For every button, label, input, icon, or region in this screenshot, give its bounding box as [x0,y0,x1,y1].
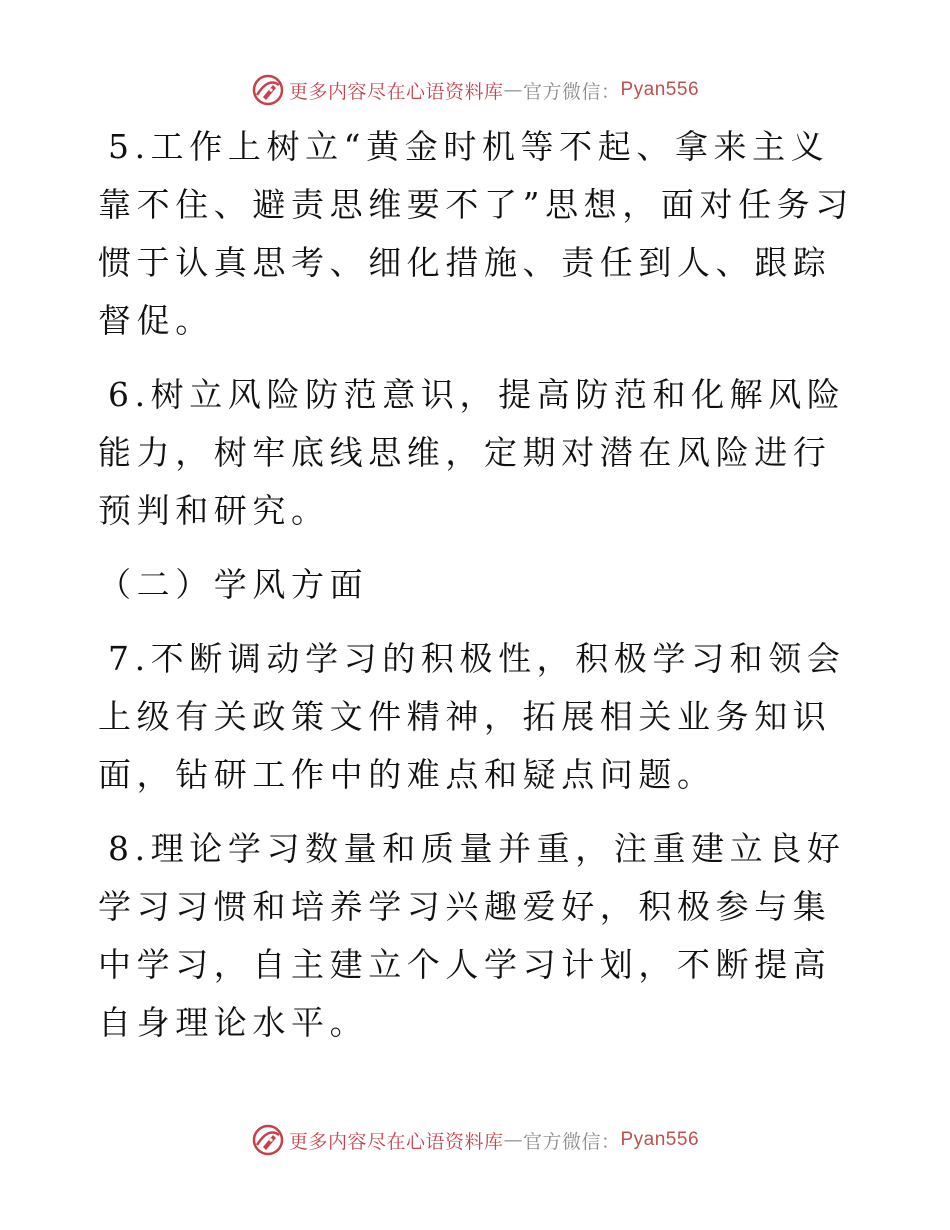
watermark-dash: — [503,79,523,101]
watermark-site-text: 更多内容尽在心语资料库 [288,80,504,103]
paragraph-7: 7.不断调动学习的积极性，积极学习和领会上级有关政策文件精神，拓展相关业务知识面，钻研工作中的难点和疑点问题。 [98,639,846,794]
watermark-dash: — [503,1129,523,1151]
paragraph-8: 8.理论学习数量和质量并重，注重建立良好学习习惯和培养学习兴趣爱好，积极参与集中学习，自主建立个人学习计划，不断提高自身理论水平。 [98,829,846,1042]
watermark-official-text: 官方微信： [522,1130,621,1153]
paragraph-6: 6.树立风险防范意识，提高防范和化解风险能力，树牢底线思维，定期对潜在风险进行预判和研究。 [98,375,846,530]
watermark-site-text: 更多内容尽在心语资料库 [288,1130,504,1153]
section-heading-study-style: （二）学风方面 [98,565,369,604]
bottom-watermark [0,1120,950,1160]
pen-nib-logo-icon [251,73,285,107]
document-body [98,118,858,1068]
watermark-official-text: 官方微信： [522,80,621,103]
pen-nib-logo-icon [251,1123,285,1157]
paragraph-5: 5.工作上树立“黄金时机等不起、拿来主义靠不住、避责思维要不了”思想，面对任务习惯于认真思考、细化措施、责任到人、跟踪督促。 [98,127,854,340]
watermark-wechat-id: Pyan556 [620,1129,700,1150]
top-watermark [0,70,950,110]
watermark-wechat-id: Pyan556 [620,79,700,100]
